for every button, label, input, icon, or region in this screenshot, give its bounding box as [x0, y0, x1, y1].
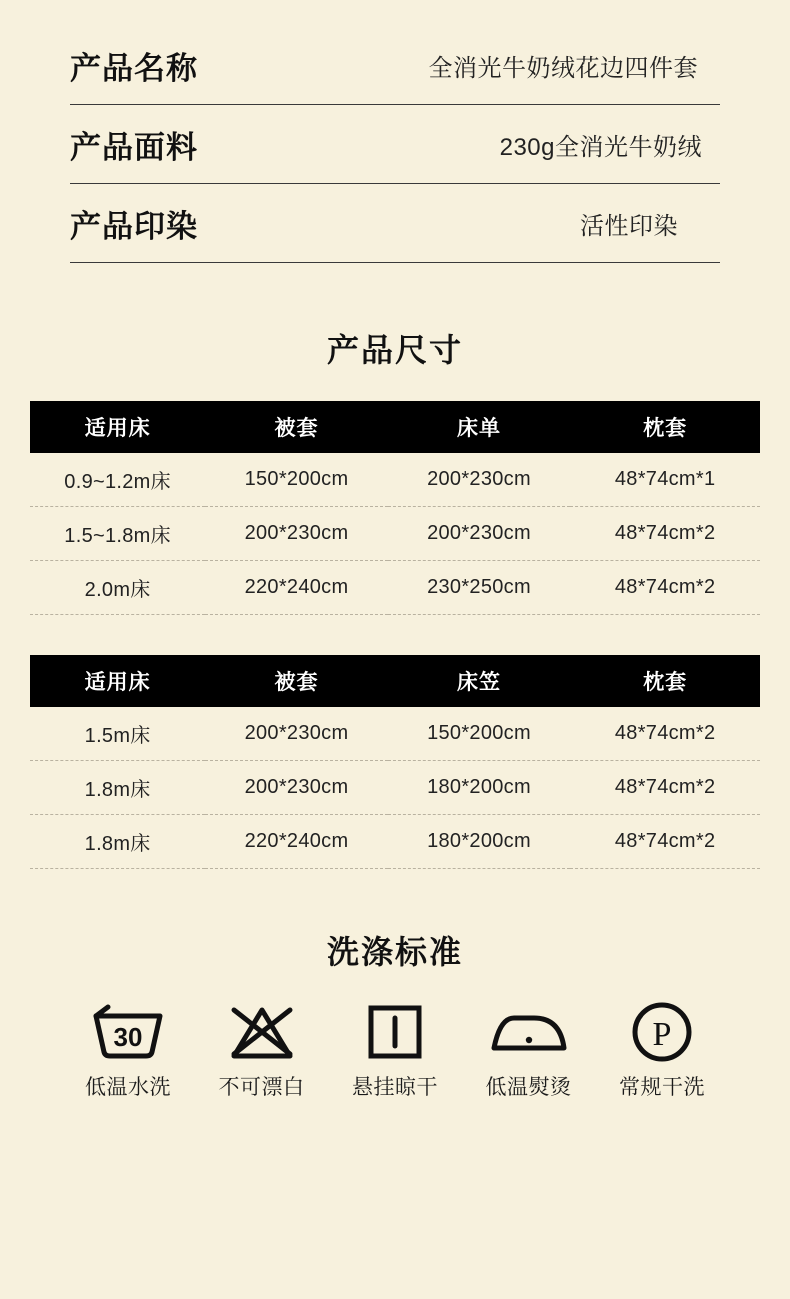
table-cell: 200*230cm [388, 507, 571, 561]
wash-label: 低温熨烫 [485, 1076, 572, 1099]
wash-item-low-temp-wash [68, 999, 188, 1101]
size-section-title: 产品尺寸 [326, 332, 463, 368]
wash-icon-list [0, 999, 790, 1101]
column-header: 枕套 [570, 655, 760, 707]
table-cell: 1.8m床 [30, 815, 205, 869]
column-header: 枕套 [570, 401, 760, 453]
table-cell: 230*250cm [388, 561, 571, 615]
spec-row-name [70, 26, 720, 105]
table-cell: 48*74cm*2 [570, 561, 760, 615]
table-cell: 2.0m床 [30, 561, 205, 615]
spec-label: 产品面料 [70, 129, 198, 165]
table-header-row [30, 401, 760, 453]
table-cell: 200*230cm [388, 453, 571, 507]
table-cell: 150*200cm [388, 707, 571, 761]
table-cell: 48*74cm*2 [570, 761, 760, 815]
table-cell: 1.5~1.8m床 [30, 507, 205, 561]
table-cell: 0.9~1.2m床 [30, 453, 205, 507]
svg-text:30: 30 [113, 1022, 143, 1052]
size-table-quilt-sheet [30, 401, 760, 615]
wash-item-low-iron [469, 999, 589, 1101]
spec-label: 产品印染 [70, 208, 198, 244]
table-row [30, 453, 760, 507]
table-cell: 1.5m床 [30, 707, 205, 761]
table-cell: 1.8m床 [30, 761, 205, 815]
wash-section-title: 洗涤标准 [326, 934, 463, 970]
table-cell: 180*200cm [388, 815, 571, 869]
wash-label: 常规干洗 [619, 1076, 705, 1099]
spec-value: 230g全消光牛奶绒 [499, 133, 702, 161]
table-row [30, 815, 760, 869]
wash-item-line-dry [335, 999, 455, 1101]
table-cell: 180*200cm [388, 761, 571, 815]
spec-row-dyeing [70, 184, 720, 263]
dry-clean-p-icon [627, 999, 697, 1065]
table-cell: 150*200cm [205, 453, 388, 507]
column-header: 适用床 [30, 401, 205, 453]
column-header: 床笠 [388, 655, 571, 707]
table-row [30, 761, 760, 815]
line-dry-hang-icon [357, 999, 433, 1065]
table-cell: 48*74cm*2 [570, 707, 760, 761]
svg-text:P: P [652, 1016, 672, 1053]
table-cell: 200*230cm [205, 761, 388, 815]
wash-tub-30-icon [90, 999, 166, 1065]
table-cell: 48*74cm*1 [570, 453, 760, 507]
table-row [30, 507, 760, 561]
spec-row-fabric [70, 105, 720, 184]
table-header-row [30, 655, 760, 707]
table-row [30, 707, 760, 761]
table-cell: 220*240cm [205, 561, 388, 615]
table-cell: 220*240cm [205, 815, 388, 869]
wash-item-dry-clean [602, 999, 722, 1101]
column-header: 被套 [205, 401, 388, 453]
no-bleach-triangle-icon [224, 999, 300, 1065]
spec-label: 产品名称 [70, 50, 198, 86]
spec-list [0, 0, 790, 263]
size-table-quilt-fitted [30, 655, 760, 869]
wash-label: 低温水洗 [85, 1076, 171, 1099]
spec-value: 全消光牛奶绒花边四件套 [428, 54, 698, 82]
table-cell: 200*230cm [205, 507, 388, 561]
column-header: 被套 [205, 655, 388, 707]
table-row [30, 561, 760, 615]
wash-label: 悬挂晾干 [352, 1076, 438, 1099]
column-header: 床单 [388, 401, 571, 453]
table-cell: 48*74cm*2 [570, 507, 760, 561]
table-cell: 200*230cm [205, 707, 388, 761]
spec-value: 活性印染 [580, 212, 678, 240]
iron-low-icon [484, 999, 574, 1065]
column-header: 适用床 [30, 655, 205, 707]
table-cell: 48*74cm*2 [570, 815, 760, 869]
wash-item-no-bleach [202, 999, 322, 1101]
wash-label: 不可漂白 [218, 1076, 305, 1099]
